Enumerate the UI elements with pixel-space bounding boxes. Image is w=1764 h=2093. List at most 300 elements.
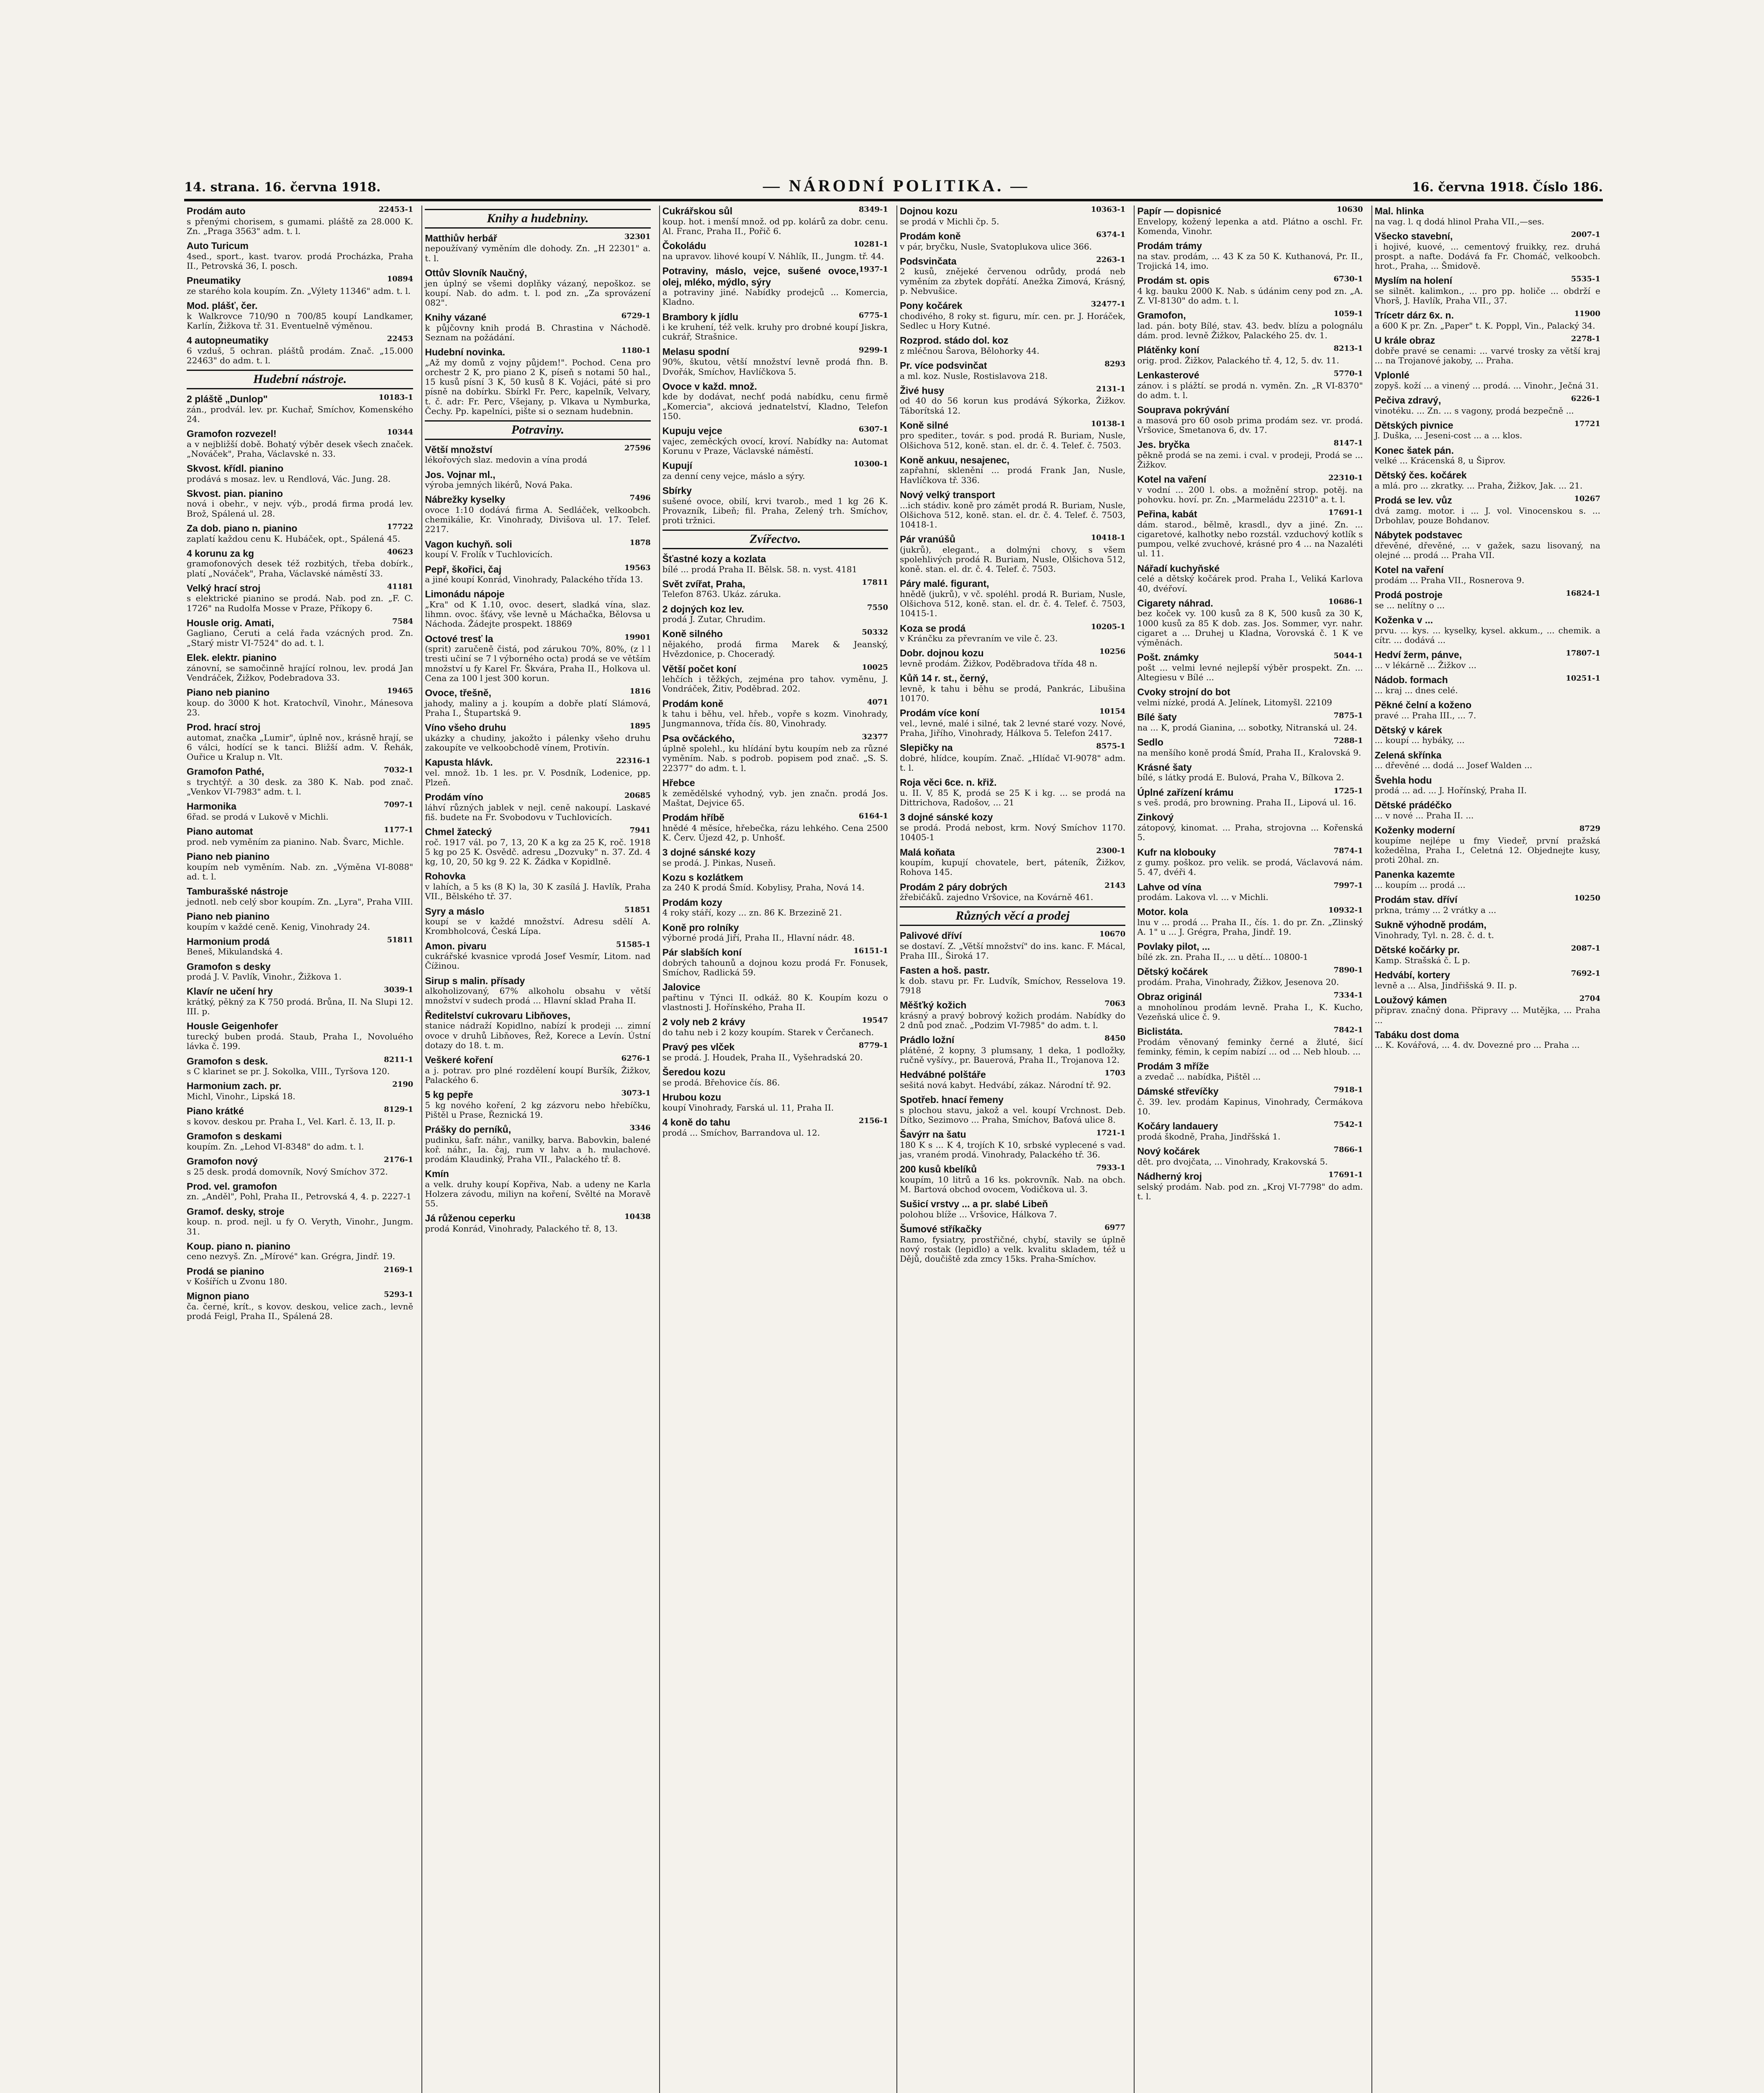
classified-ad [425,941,650,971]
ad-heading: Nádob. formach [1374,674,1448,686]
classified-ad [1137,966,1363,987]
ad-code: 17691-1 [1328,508,1363,517]
ad-text: koup. do 3000 K hot. Kratochvíl, Vinohr., Mánesova 23. [187,697,413,717]
ad-code: 8129-1 [384,1105,413,1114]
masthead [184,176,1603,201]
classified-ad [900,673,1125,703]
column-5 [1134,206,1365,2093]
ad-heading: Kufr na klobouky [1137,846,1216,858]
ad-heading: Mod. plášť, čer. [187,300,258,311]
classified-ad [1375,969,1600,990]
classified-ad [1137,737,1363,758]
ad-text: připrav. značný dona. Připravy ... Mutějka, ... Praha ... [1374,1005,1600,1025]
ad-code: 7334-1 [1333,991,1363,1000]
classified-ad [425,906,650,936]
classified-ad [187,335,413,365]
classified-ad [187,428,413,459]
classified-ad [900,206,1125,226]
classified-ad [1375,275,1600,306]
ad-code: 10154 [1099,707,1126,716]
classified-ad [187,1266,413,1287]
classified-ad [1375,894,1600,915]
classified-ad [1375,1029,1600,1050]
classified-ad [1137,563,1363,594]
ad-heading: Skvost. křídl. pianino [187,463,284,474]
ad-heading: Melasu spodní [662,346,729,357]
ad-heading: Koženky moderní [1374,825,1455,836]
ad-text: koup. n. prod. nejl. u fy O. Veryth, Vinohr., Jungm. 31. [187,1216,413,1237]
ad-text: zapřahní, sklenění ... prodá Frank Jan, Nusle, Havlíčkova tř. 336. [899,465,1126,485]
ad-heading: Nádherný kroj [1137,1170,1202,1182]
ad-heading: Cigarety náhrad. [1137,597,1213,609]
ad-code: 6730-1 [1333,275,1363,284]
classified-ad [900,1198,1125,1219]
classified-ad [187,1156,413,1177]
columns [184,206,1603,2093]
ad-code: 8293 [1104,359,1126,368]
classified-ad [900,812,1125,842]
ad-code: 2704 [1579,994,1600,1003]
ad-heading: Gramofon, [1137,310,1186,321]
ad-heading: Já růženou ceperku [425,1213,516,1224]
ad-heading: Gramofon s desk. [187,1055,268,1067]
classified-ad [662,311,888,342]
classified-ad [900,256,1125,296]
ad-text: ...ich stádiv. koně pro zámět prodá R. Buriam, Nusle, Olšichova 512, koně. stan. el. dr. č. 4. Telef. č. 7503, 10418-1. [899,500,1126,530]
ad-code: 7496 [629,494,651,503]
ad-text: J. Duška, ... Jeseni-cost ... a ... klos. [1374,430,1523,441]
classified-ad [187,687,413,717]
ad-code: 7874-1 [1333,846,1363,855]
classified-ad [187,463,413,484]
ad-heading: Gramof. desky, stroje [187,1206,285,1217]
ad-heading: U krále obraz [1374,335,1435,346]
classified-ad [187,961,413,982]
classified-ad [900,1069,1125,1090]
classified-ad [1137,906,1363,937]
ad-heading: Lahve od vína [1137,881,1202,892]
ad-code: 10256 [1099,647,1126,656]
ad-text: ... koupím ... prodá ... [1374,880,1466,890]
ad-code: 10418-1 [1091,533,1126,543]
ad-heading: Mal. hlinka [1374,206,1424,216]
ad-heading: Prodá se pianino [187,1265,264,1277]
ad-code: 10438 [624,1212,651,1221]
ad-text: 5 kg nového koření, 2 kg zázvoru nebo hřebíčku, Pištěl u Prase, Řeznická 19. [425,1100,651,1120]
ad-heading: Jalovice [662,982,701,993]
column-4 [896,206,1128,2093]
ad-code: 19901 [624,633,651,642]
ad-text: koupí V. Frolík v Tuchlovicích. [425,549,553,560]
ad-text: se prodá v Michli čp. 5. [899,216,999,226]
classified-ad [1375,869,1600,890]
ad-text: Vinohrady, Tyl. n. 28. č. d. t. [1374,930,1494,940]
ad-heading: Koně pro rolníky [662,922,739,933]
classified-ad [425,494,650,534]
ad-code: 7097-1 [384,800,413,810]
ad-heading: Šavýrr na šatu [899,1129,966,1140]
ad-text: k zemědělské vyhodný, vyb. jen značn. prodá Jos. Maštat, Dejvice 65. [662,788,888,808]
ad-text: prod. neb vyměním za pianino. Nab. Švarc, Michle. [187,836,404,847]
ad-text: (sprit) zaručeně čistá, pod zárukou 70%, 80%, (z l l tresti učiní se 7 l výborného octa) prodá se ve větším množství u fy Karel Fr. Škvára, Praha II., Holkova ul. Cena za 100 l jest 300 korun. [425,644,651,683]
ad-text: lnu v ... prodá ... Praha II., čís. 1. do pr. Zn. „Zlinský A. 1" u ... J. Grégra, Praha, Jindř. 19. [1137,917,1363,937]
ad-text: krásný a pravý bobrový kožich prodám. Nabídky do 2 dnů pod znač. „Podzim VI-7985" do adm. t. l. [899,1010,1126,1031]
ad-code: 22453-1 [378,206,413,214]
ad-text: dvá zamg. motor. i ... J. vol. Vinocenskou s. ... Drbohlav, pouze Bohdanov. [1374,506,1600,526]
classified-ad [187,826,413,847]
classified-ad [1137,598,1363,648]
ad-text: koup. hot. i menší množ. od pp. kolárů za dobr. cenu. Al. Franc, Praha II., Pořič 6. [662,216,888,236]
ad-heading: Piano neb pianino [187,910,270,922]
classified-ad [187,766,413,797]
ad-text: pravé ... Praha III., ... 7. [1374,710,1476,720]
ad-code: 19547 [862,1016,888,1025]
classified-ad [662,847,888,868]
classified-ad [900,231,1125,252]
classified-ad [187,1106,413,1126]
ad-text: a v nejbližší době. Bohatý výběr desek všech značek. „Nováček", Praha, Václavské n. 33. [187,439,413,459]
classified-ad [900,1129,1125,1160]
ad-text: výborné prodá Jiří, Praha II., Hlavní nádr. 48. [662,933,855,943]
ad-heading: Ředitelství cukrovaru Libňoves, [425,1010,570,1021]
ad-text: 4 kg. bauku 2000 K. Nab. s údánim ceny pod zn. „A. Z. VI-8130" do adm. t. l. [1137,285,1363,306]
ad-code: 7941 [629,826,651,835]
classified-ad [1375,495,1600,525]
classified-ad [900,360,1125,381]
classified-ad [900,882,1125,903]
ad-code: 2156-1 [858,1116,888,1125]
ad-code: 6276-1 [621,1054,651,1063]
ad-text: s C klarinet se pr. J. Sokolka, VIII., Tyršova 120. [187,1066,390,1077]
classified-ad [900,385,1125,416]
ad-heading: Prodám 3 mříže [1137,1061,1209,1072]
ad-heading: Pravý pes vlček [662,1041,735,1053]
ad-text: nová i obehr., v nejv. výb., prodá firma prodá lev. Brož, Spálená ul. 28. [187,499,413,519]
ad-heading: Potraviny, máslo, vejce, sušené ovoce, olej, mléko, mýdlo, sýry [662,265,859,288]
classified-ad [1375,649,1600,670]
classified-ad [662,206,888,236]
ad-code: 6164-1 [858,811,888,820]
ad-heading: Fasten a hoš. pastr. [899,965,990,976]
classified-ad [425,312,650,342]
ad-heading: Dětské kočárky pr. [1374,944,1460,956]
ad-heading: Povlaky pilot, ... [1137,941,1210,952]
classified-ad [187,911,413,932]
ad-text: ... K. Kovářová, ... 4. dv. Dovezné pro ... Praha ... [1374,1040,1580,1050]
classified-ad [425,1213,650,1234]
ad-code: 2190 [392,1080,413,1089]
ad-text: sešitá nová kabyt. Hedvábí, zákaz. Národní tř. 92. [899,1080,1111,1090]
ad-text: v pár, bryčku, Nusle, Svatoplukova ulice 366. [899,241,1092,252]
ad-heading: Koně silné [899,419,949,431]
ad-heading: Prod. hrací stroj [187,721,261,733]
classified-ad [1375,919,1600,940]
ad-heading: Housle Geigenhofer [187,1021,278,1032]
ad-code: 16824-1 [1566,589,1600,598]
ad-text: hnědě (jukrů), v vč. spoléhl. prodá R. Buriam, Nusle, Olšichova 512, koně. stan. el. dr. č. 4. Telef. č. 7503, 10415-1. [899,589,1126,619]
classified-ad [425,975,650,1006]
ad-code: 51851 [624,905,651,914]
ad-text: dobře pravé se cenami: ... varvé trosky za větší kraj ... na Trojanové jakoby, ... Praha. [1374,345,1600,365]
classified-ad [425,687,650,718]
ad-text: polohou blíže ... Vršovice, Hálkova 7. [899,1209,1057,1220]
classified-ad [1375,470,1600,491]
ad-text: 6 vzduš, 5 ochran. pláštů prodám. Znač. „15.000 22463" do adm. t. l. [187,345,413,365]
ad-text: chodivého, 8 roky st. figuru, mír. cen. pr. J. Horáček, Sedlec u Hory Kutné. [899,311,1126,331]
ad-text: 4 roky stáří, kozy ... zn. 86 K. Brzezině 21. [662,908,842,918]
classified-ad [187,801,413,822]
ad-code: 10251-1 [1566,674,1600,683]
ad-text: automat, značka „Lumir", úplně nov., krásně hrají, se 6 válci, hodící se k tanci. Bližší adm. V. Řehák, Ouřice u Kralup n. Vlt. [187,732,413,762]
ad-code: 10025 [862,663,888,672]
ad-text: ... kraj ... dnes celé. [1374,685,1458,695]
classified-ad [425,871,650,901]
classified-ad [900,1164,1125,1194]
ad-text: se silnět. kalimkon., ... pro pp. holiče ... obdrží e Vhorš, J. Havlík, Praha VII., 37. [1374,285,1600,306]
ad-text: prodám. Praha, Vinohrady, Žižkov, Jesenova 20. [1137,977,1339,987]
ad-text: zopyš. koží ... a vinený ... prodá. ... Vinohr., Ječná 31. [1374,380,1599,391]
ad-heading: 5 kg pepře [425,1089,473,1100]
ad-heading: Kapusta hlávk. [425,757,493,768]
ad-code: 2143 [1104,881,1126,890]
classified-ad [425,757,650,787]
page-info-left: 14. strana. 16. června 1918. [184,180,381,195]
ad-code: 3073-1 [621,1088,651,1098]
ad-code: 4071 [867,697,888,707]
ad-heading: Auto Turicum [187,240,249,252]
ad-heading: Konec šatek pán. [1374,445,1454,456]
ad-heading: Kotel na vaření [1374,564,1444,576]
ad-text: z gumy. poškoz. pro velik. se prodá, Václavová nám. 5. 47, dvéři 4. [1137,857,1363,877]
ad-text: prodám. Lakova vl. ... v Michli. [1137,892,1268,903]
classified-ad [187,1080,413,1101]
ad-text: bílé, s látky prodá E. Bulová, Praha V., Bílkova 2. [1137,772,1344,783]
ad-heading: Trícetr dárz 6x. n. [1374,310,1454,321]
ad-heading: Tamburašské nástroje [187,885,288,897]
ad-heading: Souprava pokrývání [1137,404,1230,416]
classified-ad [187,1021,413,1051]
ad-text: sušené ovoce, obilí, krvi tvarob., med 1 kg 26 K. Provazník, Libeň; fil. Praha, Zelený trh. Smíchov, proti tržnici. [662,496,888,525]
ad-code: 6374-1 [1096,230,1126,239]
ad-text: koupím v každé ceně. Kenig, Vinohrady 24. [187,921,370,932]
classified-ad [1137,474,1363,504]
ad-text: levně, k tahu i běhu se prodá, Pankrác, Libušina 10170. [899,683,1126,704]
ad-heading: Šťastné kozy a kozlata [662,553,766,564]
classified-ad [662,1016,888,1037]
ad-heading: Hudební novinka. [425,347,506,358]
ad-heading: Octové tresť la [425,633,493,644]
column-6 [1371,206,1603,2093]
ad-text: koupím, 10 litrů a 16 ks. pokrovník. Nab. na obch. M. Bartová obchod ovocem, Vodičkova ul. 3. [899,1175,1126,1195]
ad-text: láhví různých jablek v nejl. ceně nakoupí. Laskavé fiš. budete na Fr. Svobodovu v Tuchlovicích. [425,802,651,823]
ad-code: 10686-1 [1328,597,1363,606]
ad-text: vel. množ. 1b. 1 les. pr. V. Posdník, Lodenice, pp. Plzeň. [425,767,651,787]
ad-text: Beneš, Mikulandská 4. [187,946,283,957]
ad-heading: Mignon piano [187,1291,249,1302]
classified-ad [187,548,413,579]
ad-text: velké ... Krácenská 8, u Šiprov. [1374,455,1506,466]
page-info-right: 16. června 1918. Číslo 186. [1412,180,1603,195]
ad-text: ... dřevěné ... dodá ... Josef Walden ... [1374,760,1533,771]
classified-ad [187,583,413,613]
ad-code: 2007-1 [1571,230,1600,239]
ad-code: 10894 [387,275,413,284]
ad-code: 17811 [862,578,888,587]
ad-text: jednotl. neb celý sbor koupím. Zn. „Lyra", Praha VIII. [187,896,413,907]
classified-ad [900,742,1125,773]
ad-text: koupíme nejlépe u fmy Viedeř, první pražská kožedělna, Praha I., Celetná 12. Objednejte kusy, proti 20hal. zn. [1374,835,1600,865]
classified-ad [1137,310,1363,340]
ad-heading: Rohovka [425,871,466,882]
ad-heading: Dobr. dojnou kozu [899,648,984,659]
ad-heading: Větší počet koní [662,663,737,674]
classified-ad [1375,995,1600,1025]
ad-text: č. 39. lev. prodám Kapinus, Vinohrady, Čermákova 10. [1137,1096,1363,1116]
classified-ad [425,267,650,308]
classified-ad [425,469,650,490]
ad-code: 7890-1 [1333,966,1363,975]
ad-heading: Psa ovčáckého, [662,733,735,744]
ad-code: 6226-1 [1571,394,1600,403]
classified-ad [1137,941,1363,962]
ad-text: v vodní ... 200 l. obs. a možnění strop. potěj. na pohovku. hoví. pr. Zn. „Marmeládu 22310" a. t. l. [1137,484,1363,505]
ad-text: zánov. i s plážtí. se prodá n. vyměn. Zn. „R VI-8370" do adm. t. l. [1137,380,1363,400]
ad-text: prodá J. Zutar, Chrudim. [662,614,766,625]
ad-heading: Peřina, kabát [1137,509,1197,520]
ad-text: dřevěné, dřevěné, ... v gažek, sazu lisovaný, na olejné ... prodá ... Praha VII. [1374,540,1600,561]
ad-heading: Limonádu nápoje [425,589,505,600]
ad-text: dobrých tahounů a dojnou kozu prodá Fr. Fonusek, Smíchov, Radlická 59. [662,958,888,978]
classified-ad [1137,1121,1363,1142]
ad-text: a velk. druhy koupí Kopřiva, Nab. a udeny ne Karla Holzera závodu, miliyn na koření, Svělté na Moravě 55. [425,1179,651,1209]
ad-text: úplně spolehl., ku hlídání bytu koupím neb za různé vyměním. Nab. s podrob. popisem pod znač. „S. S. 22377" do adm. t. l. [662,743,888,773]
ad-text: prodá škodně, Praha, Jindřšská 1. [1137,1131,1281,1142]
ad-code: 1878 [629,538,651,547]
ad-heading: Cvoky strojní do bot [1137,687,1230,698]
ad-code: 41181 [387,582,413,591]
classified-ad [187,851,413,882]
classified-ad [1375,420,1600,441]
ad-heading: Panenka kazemte [1374,869,1455,880]
ad-heading: Papír — dopisnicé [1137,206,1221,216]
classified-ad [900,965,1125,995]
ad-heading: 2 pláště „Dunlop" [187,393,268,404]
classified-ad [187,206,413,236]
ad-heading: Hedví žerm, pánve, [1374,649,1462,661]
ad-heading: Větší množství [425,444,493,455]
ad-heading: Prodám trámy [1137,240,1202,252]
ad-heading: Obraz originál [1137,991,1202,1003]
ad-heading: Prodám koně [899,230,961,242]
ad-text: Michl, Vinohr., Lipská 18. [187,1091,295,1102]
ad-code: 11900 [1574,309,1600,319]
ad-text: alkoholizovaný, 67% alkoholu obsahu v větší množství v sudech prodá ... Hlavní sklad Praha II. [425,986,651,1006]
ad-text: 4sed., sport., kast. tvarov. prodá Procházka, Praha II., Petrovská 36, I. posch. [187,251,413,271]
ad-text: pěkně prodá se na zemi. i cval. v prodeji, Prodá se ... Žižkov. [1137,450,1363,470]
classified-ad [1137,345,1363,365]
ad-heading: Knihy vázané [425,312,487,323]
classified-ad [1137,847,1363,877]
ad-code: 22310-1 [1328,473,1363,483]
ad-heading: Prodám 2 páry dobrých [899,881,1007,892]
ad-heading: Kočáry landauery [1137,1121,1218,1132]
ad-text: k Walkrovce 710/90 n 700/85 koupí Landkamer, Karlín, Žižkova tř. 31. Eventuelně výměnou. [187,311,413,331]
ad-heading: 4 koně do tahu [662,1116,730,1128]
classified-ad [662,812,888,843]
ad-heading: Koženka v ... [1374,615,1433,626]
ad-text: v Košířích u Zvonu 180. [187,1276,288,1287]
classified-ad [1137,712,1363,733]
ad-text: jen úplný se všemi doplňky vázaný, nepoškoz. se koupí. Nab. do adm. t. l. pod zn. „Za sprovázení 082". [425,278,651,308]
classified-ad [662,240,888,261]
ad-code: 9299-1 [858,345,888,355]
ad-heading: Prodám koně [662,698,724,709]
ad-heading: Pneumatiky [187,275,241,286]
classified-ad [1375,231,1600,271]
ad-code: 8349-1 [858,206,888,214]
ad-text: s veš. prodá, pro browning. Praha II., Lipová ul. 16. [1137,797,1356,808]
ad-text: i ke kruhení, též velk. kruhy pro drobné koupí Jiskra, cukrář, Strašnice. [662,322,888,342]
classified-ad [1375,674,1600,695]
ad-text: s kovov. deskou pr. Praha I., Vel. Karl. č. 13, II. p. [187,1116,395,1126]
classified-ad [662,698,888,729]
ad-heading: Páry malé. figurant, [899,578,989,589]
ad-code: 6775-1 [858,311,888,320]
classified-ad [187,1241,413,1262]
classified-ad [662,381,888,421]
ad-heading: Velký hrací stroj [187,582,261,594]
classified-ad [187,1056,413,1077]
ad-heading: Biclistáta. [1137,1026,1183,1037]
classified-ad [662,777,888,808]
classified-ad [900,847,1125,877]
ad-heading: Prodám st. opis [1137,275,1209,286]
ad-text: 6řad. se prodá v Lukově v Michli. [187,811,329,822]
ad-heading: Podsvinčata [899,255,957,267]
classified-ad [425,792,650,822]
ad-heading: Housle orig. Amati, [187,617,274,628]
ad-text: ukázky a chudiny, jakožto i pálenky všeho druhu zakoupíte ve velkoobchodě vínem, Protivín. [425,733,651,753]
ad-heading: Prášky do perníků, [425,1124,511,1135]
ad-code: 20685 [624,791,651,800]
ad-text: a zvedač ... nabídka, Pištěl ... [1137,1071,1261,1082]
ad-text: dám. starod., bělmě, krasdl., dyv a jiné. Zn. ... cigaretové, kalhotky nebo rozstál. vzduchový kotlík s pumpou, velké zvuchové, krásné pro 4 ... na Nazaléti ul. 11. [1137,519,1363,559]
classified-ad [662,265,888,307]
ad-heading: Prodám více koní [899,707,980,719]
ad-text: prodává s mosaz. lev. u Rendlová, Vác. Jung. 28. [187,473,391,484]
ad-text: se prodá. J. Houdek, Praha II., Vyšehradská 20. [662,1052,863,1062]
ad-code: 6307-1 [858,424,888,434]
ad-text: bílé ... prodá Praha II. Bělsk. 58. n. vyst. 4181 [662,564,858,574]
ad-text: pudinku, šafr. náhr., vanilky, barva. Babovkin, balené koř. náhr., Ia. čaj, rum v lahv. a h. mulachové. prodám Klaudinký, Praha VII., Palackého tř. 8. [425,1134,651,1165]
ad-text: 2 kusů, znějeké červenou odrůdy, prodá neb vyměním za zbytek dopřátí. Anežka Zimová, Krásný, p. Nebvušice. [899,266,1126,296]
ad-text: s elektrické pianino se prodá. Nab. pod zn. „F. C. 1726" na Rudolfa Mosse v Praze, Příkopy 6. [187,593,413,613]
ad-text: selský prodám. Nab. pod zn. „Kroj VI-7798" do adm. t. l. [1137,1181,1363,1201]
ad-text: za denní ceny vejce, máslo a sýry. [662,471,805,481]
ad-heading: Nový kočárek [1137,1146,1200,1157]
ad-text: ovoce 1:10 dodává firma A. Sedláček, velkoobch. chemikálie, Kr. Vinohrady, Divišova ul. 17. Telef. 2217. [425,505,651,535]
ad-code: 3346 [629,1123,651,1132]
ad-text: dět. pro dvojčata, ... Vinohrady, Krakovská 5. [1137,1156,1328,1167]
ad-code: 40623 [387,547,413,556]
ad-heading: Dojnou kozu [899,206,958,216]
ad-code: 27596 [624,443,651,453]
ad-heading: Pár slabších koní [662,947,742,958]
classified-ad [1137,812,1363,842]
classified-ad [1375,335,1600,365]
ad-text: orig. prod. Žižkov, Palackého tř. 4, 12, 5. dv. 11. [1137,355,1340,365]
ad-code: 7063 [1104,999,1126,1008]
